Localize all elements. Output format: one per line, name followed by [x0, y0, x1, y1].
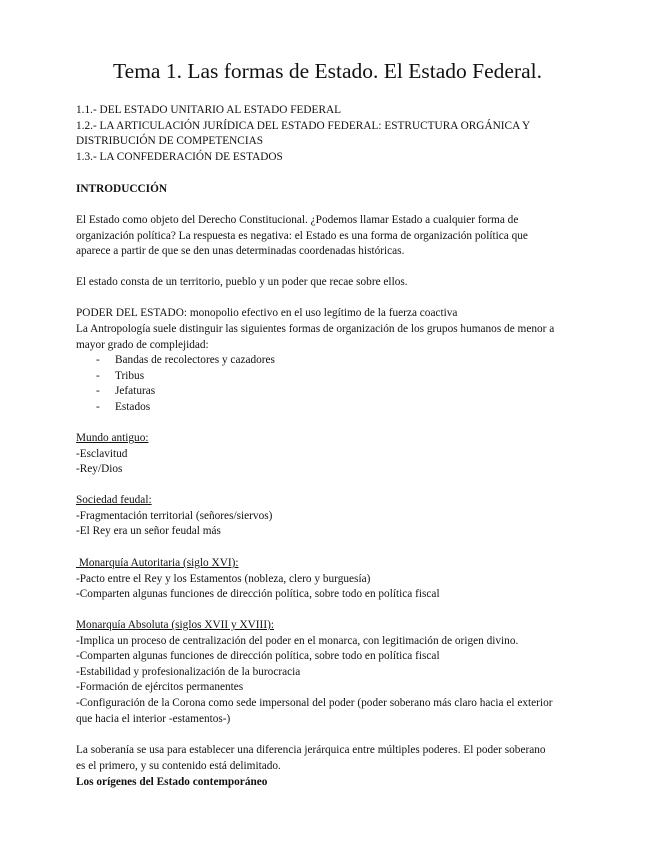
section-item: -Esclavitud	[76, 447, 128, 460]
section-heading: Monarquía Autoritaria (siglo XVI):	[76, 557, 239, 569]
intro-paragraph	[76, 213, 586, 260]
intro-heading: INTRODUCCIÓN	[76, 183, 168, 195]
toc-item: 1.1.- DEL ESTADO UNITARIO AL ESTADO FEDERAL	[76, 104, 342, 116]
monarquia-absoluta-section	[76, 618, 586, 727]
document-title: Tema 1. Las formas de Estado. El Estado Federal.	[113, 59, 542, 83]
paragraph-line: La soberanía se usa para establecer una diferencia jerárquica entre múltiples poderes. El poder soberano	[76, 744, 546, 756]
section-item: que hacia el interior -estamentos-)	[76, 712, 231, 725]
section-item: -Fragmentación territorial (señores/siervos)	[76, 509, 273, 522]
dash-bullet: -	[96, 385, 100, 398]
section-item: -Estabilidad y profesionalización de la burocracia	[76, 665, 301, 678]
paragraph-line: organización política? La respuesta es negativa: el Estado es una forma de organización política que	[76, 229, 528, 242]
dash-bullet: -	[96, 400, 100, 413]
anthropology-paragraph	[76, 322, 586, 353]
toc-item: 1.2.- LA ARTICULACIÓN JURÍDICA DEL ESTADO FEDERAL: ESTRUCTURA ORGÁNICA Y	[76, 119, 531, 132]
list-item: - Tribus	[96, 369, 275, 385]
table-of-contents	[76, 103, 586, 165]
territory-paragraph: El estado consta de un territorio, pueblo y un poder que recae sobre ellos.	[76, 276, 408, 288]
section-item: -Pacto entre el Rey y los Estamentos (nobleza, clero y burguesía)	[76, 572, 371, 585]
section-item: -Configuración de la Corona como sede impersonal del poder (poder soberano más claro hacia el exterior	[76, 696, 553, 709]
dash-bullet: -	[96, 354, 100, 366]
section-item: -El Rey era un señor feudal más	[76, 525, 221, 538]
dash-bullet: -	[96, 369, 100, 382]
section-item: -Rey/Dios	[76, 463, 123, 476]
paragraph-line: aparece a partir de que se den unas determinadas coordenadas históricas.	[76, 245, 405, 258]
section-heading: Mundo antiguo:	[76, 432, 149, 444]
list-item: - Jefaturas	[96, 384, 275, 400]
paragraph-line: mayor grado de complejidad:	[76, 338, 209, 351]
mundo-antiguo-section	[76, 431, 586, 478]
paragraph-line: La Antropología suele distinguir las siguientes formas de organización de los grupos humanos de menor a	[76, 323, 555, 335]
sociedad-feudal-section	[76, 493, 586, 540]
list-item: - Estados	[96, 400, 275, 416]
section-heading: Monarquía Absoluta (siglos XVII y XVIII):	[76, 619, 274, 631]
toc-item: DISTRIBUCIÓN DE COMPETENCIAS	[76, 135, 264, 148]
monarquia-autoritaria-section	[76, 556, 586, 603]
section-item: -Comparten algunas funciones de dirección política, sobre todo en política fiscal	[76, 650, 440, 663]
section-item: -Implica un proceso de centralización del poder en el monarca, con legitimación de origen divino.	[76, 634, 519, 647]
toc-item: 1.3.- LA CONFEDERACIÓN DE ESTADOS	[76, 150, 283, 163]
section-item: -Formación de ejércitos permanentes	[76, 681, 244, 694]
soberania-paragraph	[76, 743, 586, 774]
paragraph-line: es el primero, y su contenido está delimitado.	[76, 759, 281, 772]
poder-definition: PODER DEL ESTADO: monopolio efectivo en el uso legítimo de la fuerza coactiva	[76, 307, 458, 319]
list-item: - Bandas de recolectores y cazadores	[96, 353, 275, 369]
section-item: -Comparten algunas funciones de dirección política, sobre todo en política fiscal	[76, 588, 440, 601]
section-heading: Sociedad feudal:	[76, 494, 152, 506]
paragraph-line: El Estado como objeto del Derecho Constitucional. ¿Podemos llamar Estado a cualquier forma de	[76, 214, 519, 226]
organization-forms-list	[96, 353, 275, 415]
origenes-heading: Los orígenes del Estado contemporáneo	[76, 776, 268, 788]
